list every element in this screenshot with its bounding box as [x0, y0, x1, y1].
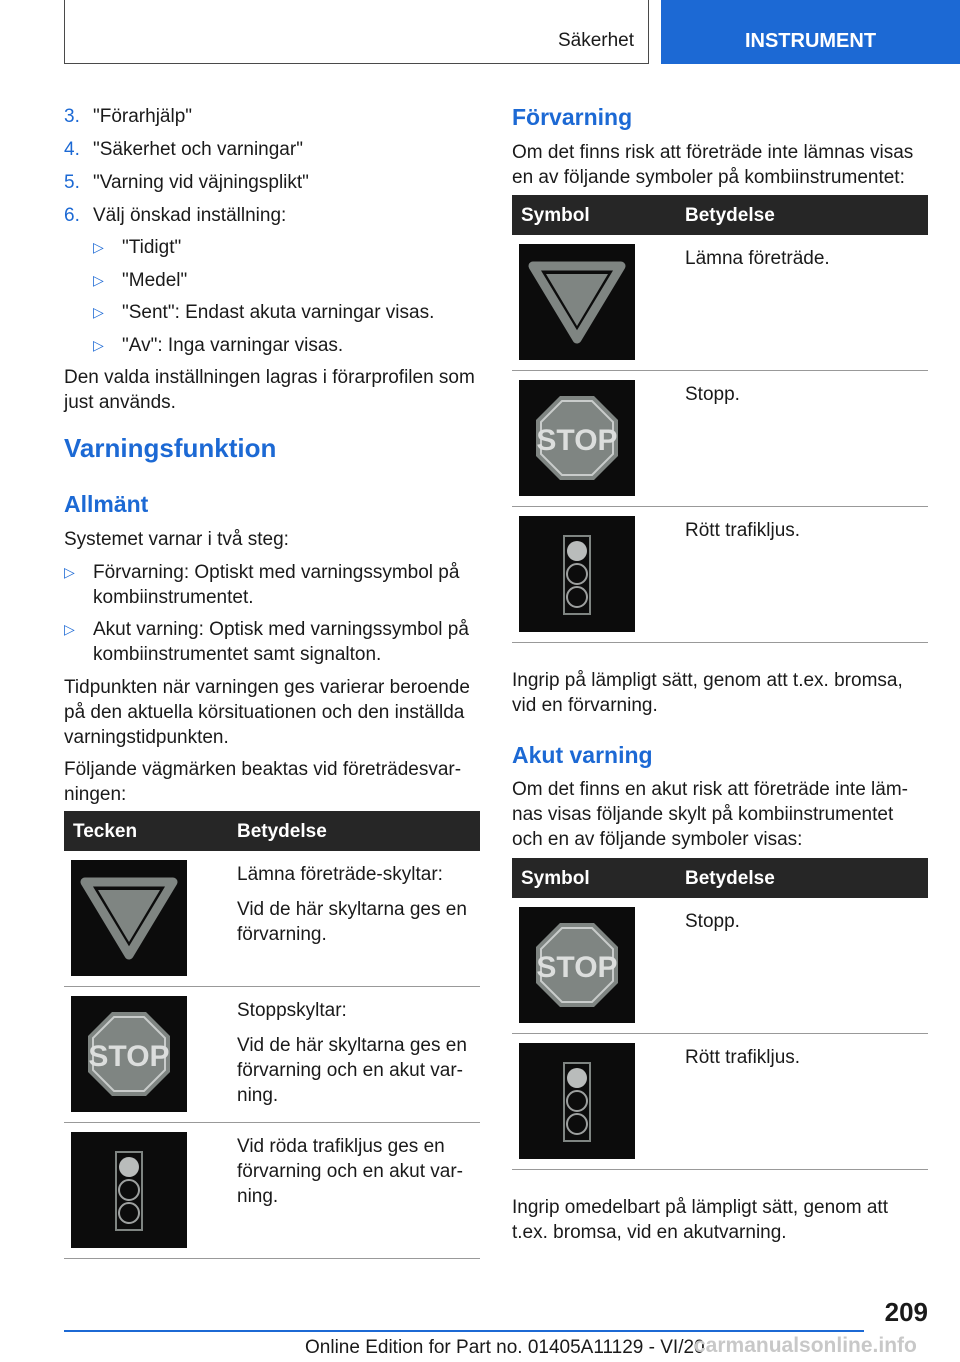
page-number: 209 [884, 1297, 928, 1327]
prewarning-table [512, 195, 928, 643]
signs-table [64, 811, 480, 1259]
heading-acute-warning: Akut varning [512, 742, 653, 768]
heading-general: Allmänt [64, 491, 149, 517]
triangle-bullet-icon: ▷ [93, 304, 104, 320]
svg-text:STOP: STOP [88, 1040, 170, 1073]
stop-sign-icon [519, 380, 635, 496]
table-header: Tecken Betydelse [64, 811, 480, 851]
table-header: Symbol Betydelse [512, 195, 928, 235]
traffic-light-icon [519, 516, 635, 632]
table-row: STOP Stoppskyltar: Vid de här skyltarna ges en förvarning och en akut var- ning. [64, 987, 480, 1123]
acute-table [512, 858, 928, 1170]
watermark-logo: carmanualsonline.info [694, 1334, 917, 1357]
svg-text:STOP: STOP [536, 424, 618, 457]
signs-intro: Följande vägmärken beaktas vid företrädesvar- ningen: [64, 759, 462, 805]
prewarning-action: Ingrip på lämpligt sätt, genom att t.ex. bromsa, vid en förvarning. [512, 670, 903, 716]
table-row: Lämna företräde-skyltar: Vid de här skyltarna ges en förvarning. [64, 851, 480, 987]
triangle-bullet-icon: ▷ [93, 337, 104, 353]
traffic-light-icon [71, 1132, 187, 1248]
triangle-bullet-icon: ▷ [64, 621, 75, 637]
table-row: Lämna företräde. [512, 235, 928, 371]
header-section-box [64, 0, 649, 64]
acute-action: Ingrip omedelbart på lämpligt sätt, genom att t.ex. bromsa, vid en akutvarning. [512, 1197, 888, 1243]
triangle-bullet-icon: ▷ [93, 239, 104, 255]
general-intro: Systemet varnar i två steg: [64, 529, 289, 550]
yield-sign-icon [71, 860, 187, 976]
section-title: Säkerhet [557, 30, 634, 51]
chapter-tab[interactable]: INSTRUMENT [661, 0, 960, 64]
traffic-light-icon [519, 1043, 635, 1159]
footer-divider [64, 1330, 864, 1332]
heading-warning-function: Varningsfunktion [64, 433, 277, 463]
stop-sign-icon [71, 996, 187, 1112]
table-header: Symbol Betydelse [512, 858, 928, 898]
timing-text: Tidpunkten när varningen ges varierar beroende på den aktuella körsituationen och den inställda varningstidpunkten. [64, 677, 470, 748]
acute-intro: Om det finns en akut risk att företräde inte läm- nas visas följande skylt på kombiinstrumentet och en av följande symboler visas: [512, 779, 909, 850]
triangle-bullet-icon: ▷ [64, 564, 75, 580]
edition-text: Online Edition for Part no. 01405A11129 - VI/20 [305, 1337, 705, 1358]
table-row: STOP Stopp. [512, 898, 928, 1034]
table-row: STOP Stopp. [512, 371, 928, 507]
table-row: Vid röda trafikljus ges en förvarning och en akut var- ning. [64, 1123, 480, 1259]
heading-prewarning: Förvarning [512, 104, 633, 130]
yield-sign-icon [519, 244, 635, 360]
stop-sign-icon [519, 907, 635, 1023]
table-row: Rött trafikljus. [512, 507, 928, 643]
svg-text:STOP: STOP [536, 951, 618, 984]
prewarning-intro: Om det finns risk att företräde inte lämnas visas en av följande symboler på kombiinstrumentet: [512, 142, 914, 188]
table-row: Rött trafikljus. [512, 1034, 928, 1170]
saved-setting-text: Den valda inställningen lagras i förarprofilen som just används. [64, 367, 475, 413]
triangle-bullet-icon: ▷ [93, 272, 104, 288]
